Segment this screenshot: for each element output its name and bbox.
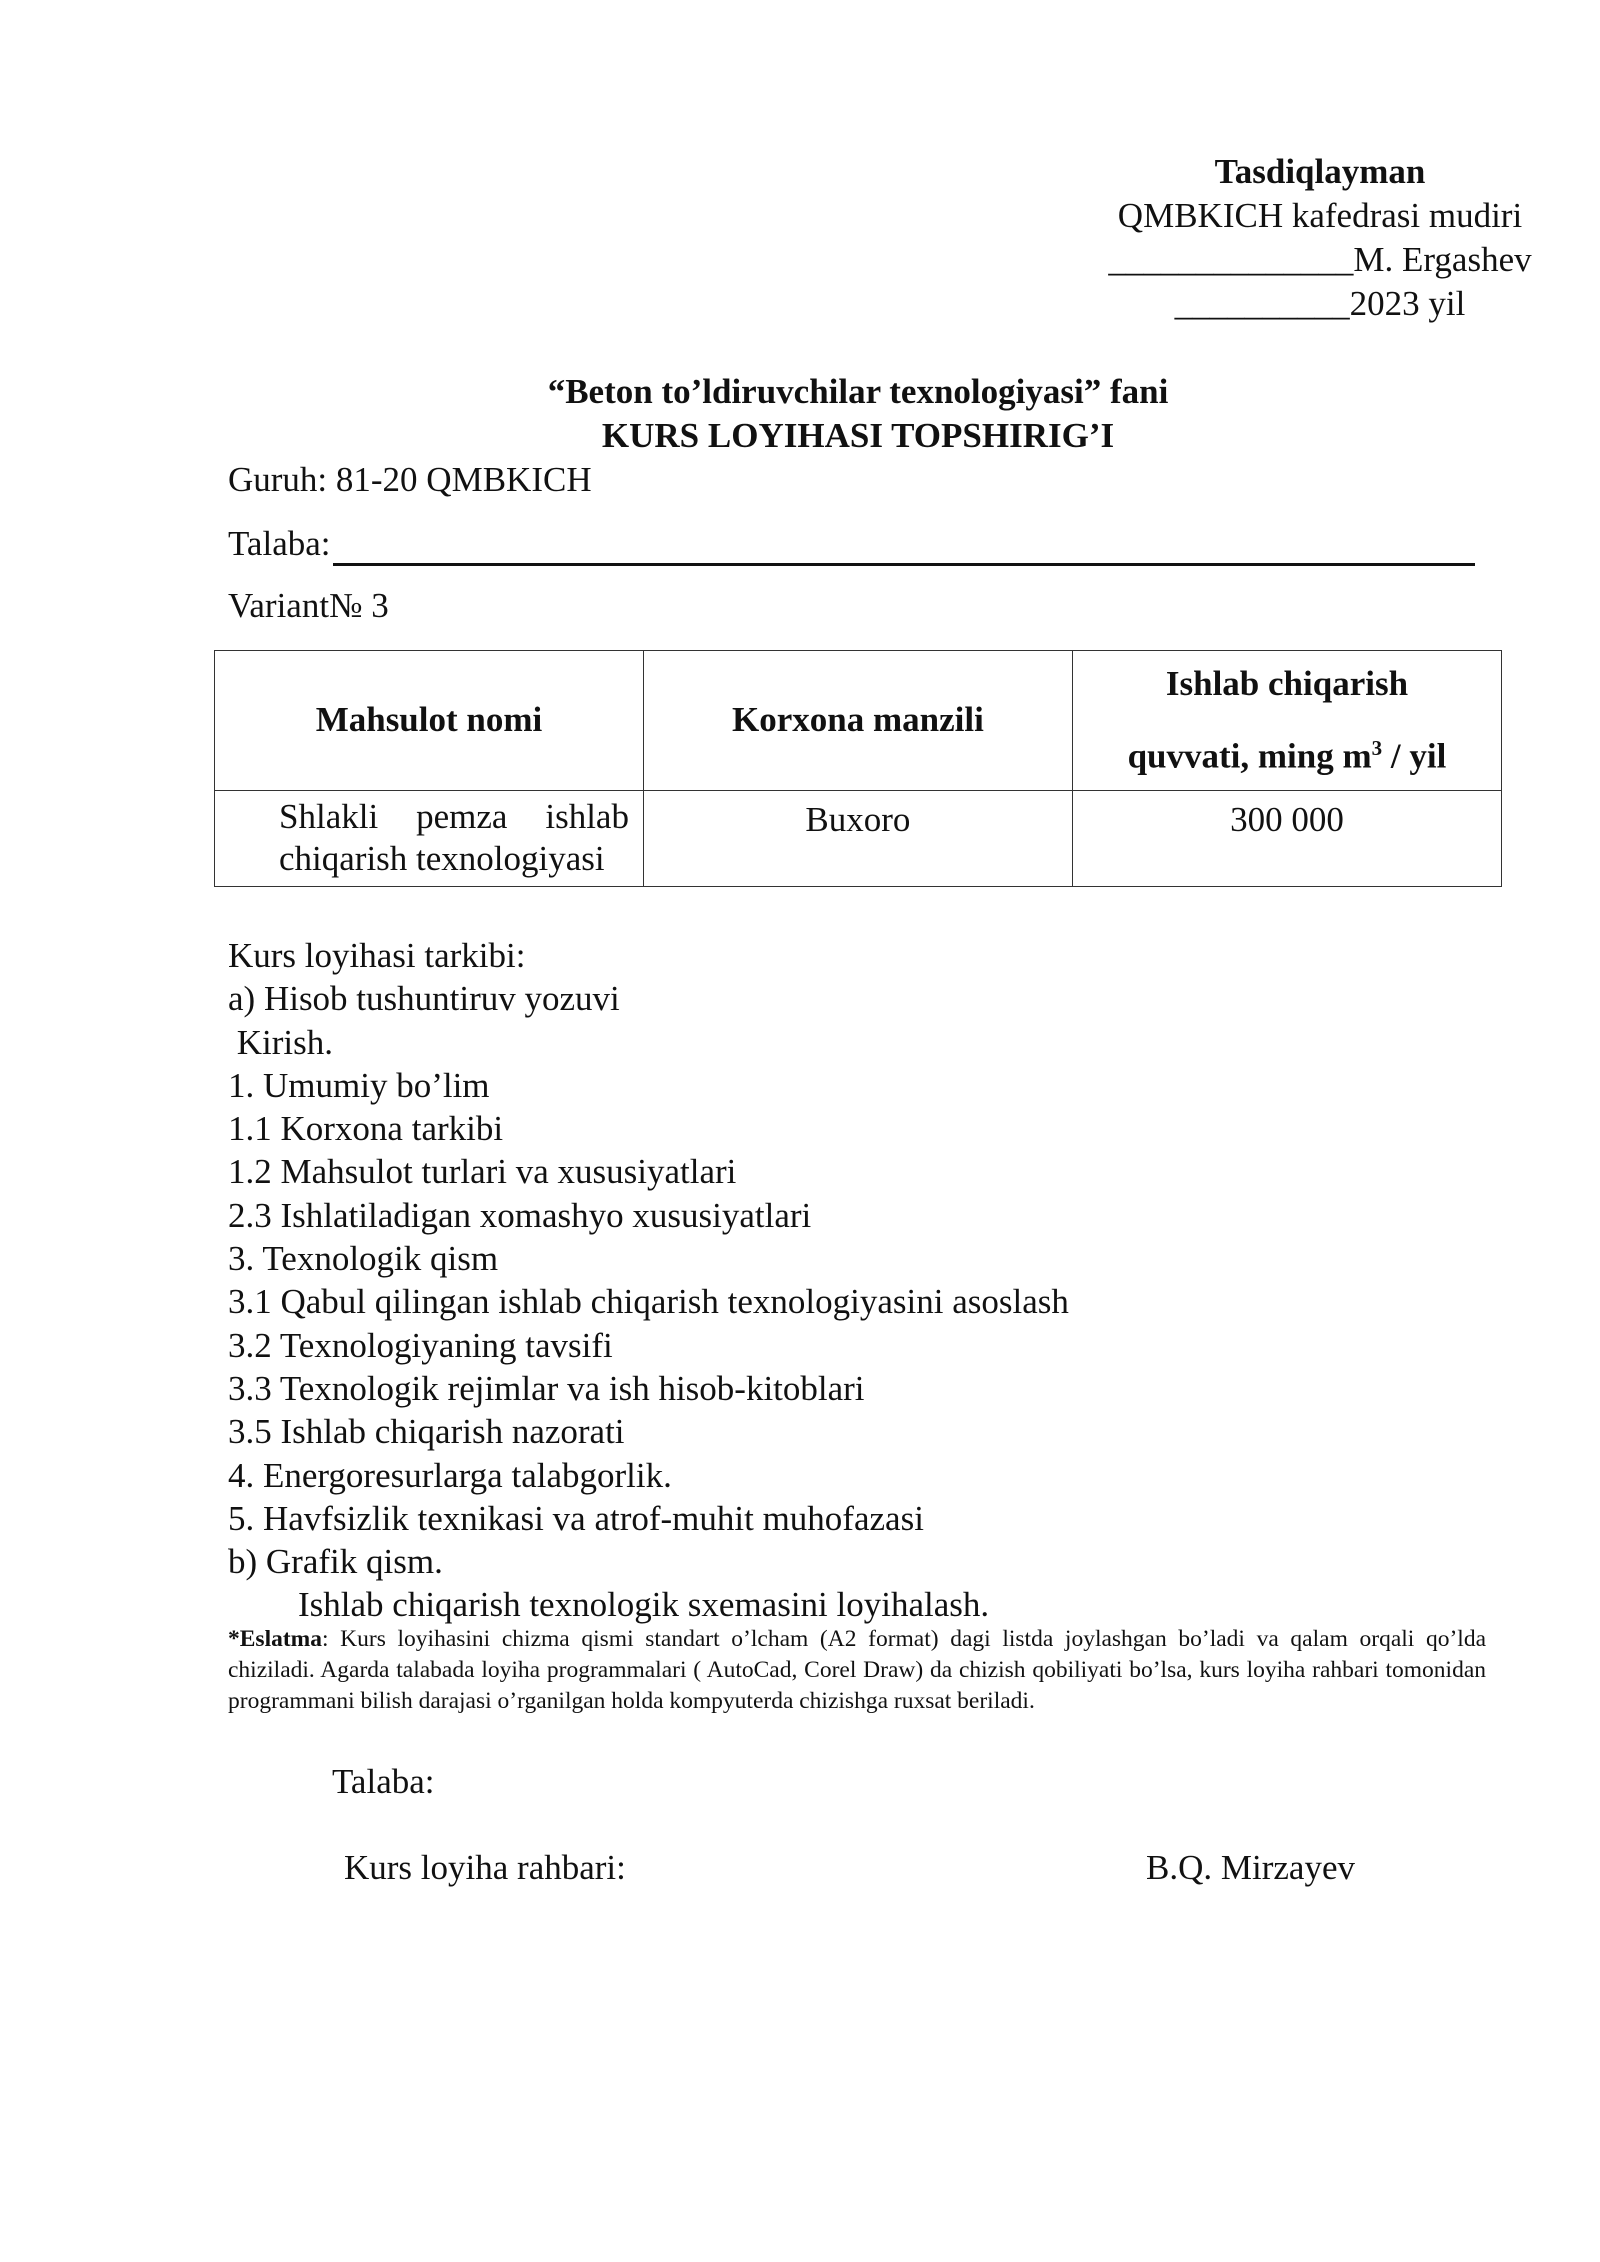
header-capacity-line1: Ishlab chiqarish: [1165, 664, 1409, 703]
list-item: 4. Energoresurlarga talabgorlik.: [228, 1455, 672, 1495]
list-item: 3.3 Texnologik rejimlar va ish hisob-kitoblari: [228, 1368, 865, 1408]
list-item: 5. Havfsizlik texnikasi va atrof-muhit muhofazasi: [228, 1498, 924, 1538]
list-item: a) Hisob tushuntiruv yozuvi: [228, 979, 620, 1019]
group-line: Guruh: 81-20 QMBKICH: [228, 460, 592, 499]
header-capacity-line2: quvvati, ming m: [1127, 736, 1372, 776]
list-item: 1. Umumiy bo’lim: [228, 1065, 490, 1105]
document-title: KURS LOYIHASI TOPSHIRIG’I: [601, 416, 1115, 455]
cell-capacity: 300 000: [1072, 790, 1501, 886]
student-label: Talaba:: [228, 524, 331, 563]
cell-address: Buxoro: [643, 790, 1072, 886]
table-header-row: [215, 651, 1502, 791]
approval-block: [1080, 150, 1560, 326]
list-item: 3.2 Texnologiyaning tavsifi: [228, 1325, 613, 1365]
variant-line: Variant№ 3: [228, 586, 389, 625]
note-label: *Eslatma: [228, 1626, 322, 1652]
contents-list: [228, 934, 1069, 1627]
list-item: Ishlab chiqarish texnologik sxemasini loyihalash.: [228, 1585, 990, 1625]
list-item: 3. Texnologik qism: [228, 1239, 499, 1279]
approval-heading: Tasdiqlayman: [1214, 152, 1426, 191]
supervisor-name: B.Q. Mirzayev: [1146, 1848, 1355, 1887]
header-capacity-unit: / yil: [1382, 736, 1447, 776]
student-name-underline: [333, 527, 1475, 566]
list-item: b) Grafik qism.: [228, 1542, 443, 1582]
note-text: : Kurs loyihasini chizma qismi standart o’lcham (A2 format) dagi listda joylashgan bo’ladi va qalam orqali qo’lda chiziladi. Agarda talabada loyiha programmalari ( AutoCad, Corel Draw) da chizish qobiliyati bo’lsa, kurs loyiha rahbari tomonidan programmani bilish darajasi o’rganilgan holda kompyuterda chizishga ruxsat beriladi.: [228, 1626, 1486, 1714]
approval-date-line: __________2023 yil: [1174, 284, 1466, 323]
header-product: Mahsulot nomi: [215, 651, 644, 791]
list-item: Kirish.: [228, 1022, 333, 1062]
student-line: [228, 522, 1475, 566]
list-item: 2.3 Ishlatiladigan xomashyo xususiyatlari: [228, 1195, 812, 1235]
table-row: [215, 790, 1502, 886]
list-item: 3.1 Qabul qilingan ishlab chiqarish texnologiyasini asoslash: [228, 1282, 1069, 1322]
cell-product: Shlakli pemza ishlab chiqarish texnologiyasi: [215, 790, 644, 886]
header-address: Korxona manzili: [643, 651, 1072, 791]
student-signature-label: Talaba:: [332, 1762, 435, 1801]
approval-position: QMBKICH kafedrasi mudiri: [1117, 196, 1523, 235]
header-capacity-sup: 3: [1371, 736, 1383, 760]
list-item: 3.5 Ishlab chiqarish nazorati: [228, 1412, 625, 1452]
list-item: Kurs loyihasi tarkibi:: [228, 936, 526, 975]
list-item: 1.1 Korxona tarkibi: [228, 1109, 504, 1149]
task-table: [214, 650, 1502, 887]
header-capacity: [1072, 651, 1501, 791]
approval-signature-line: ______________M. Ergashev: [1108, 240, 1532, 279]
note-block: [228, 1624, 1486, 1717]
subject-title: “Beton to’ldiruvchilar texnologiyasi” fani: [547, 372, 1169, 411]
supervisor-label: Kurs loyiha rahbari:: [344, 1848, 626, 1887]
list-item: 1.2 Mahsulot turlari va xususiyatlari: [228, 1152, 737, 1192]
